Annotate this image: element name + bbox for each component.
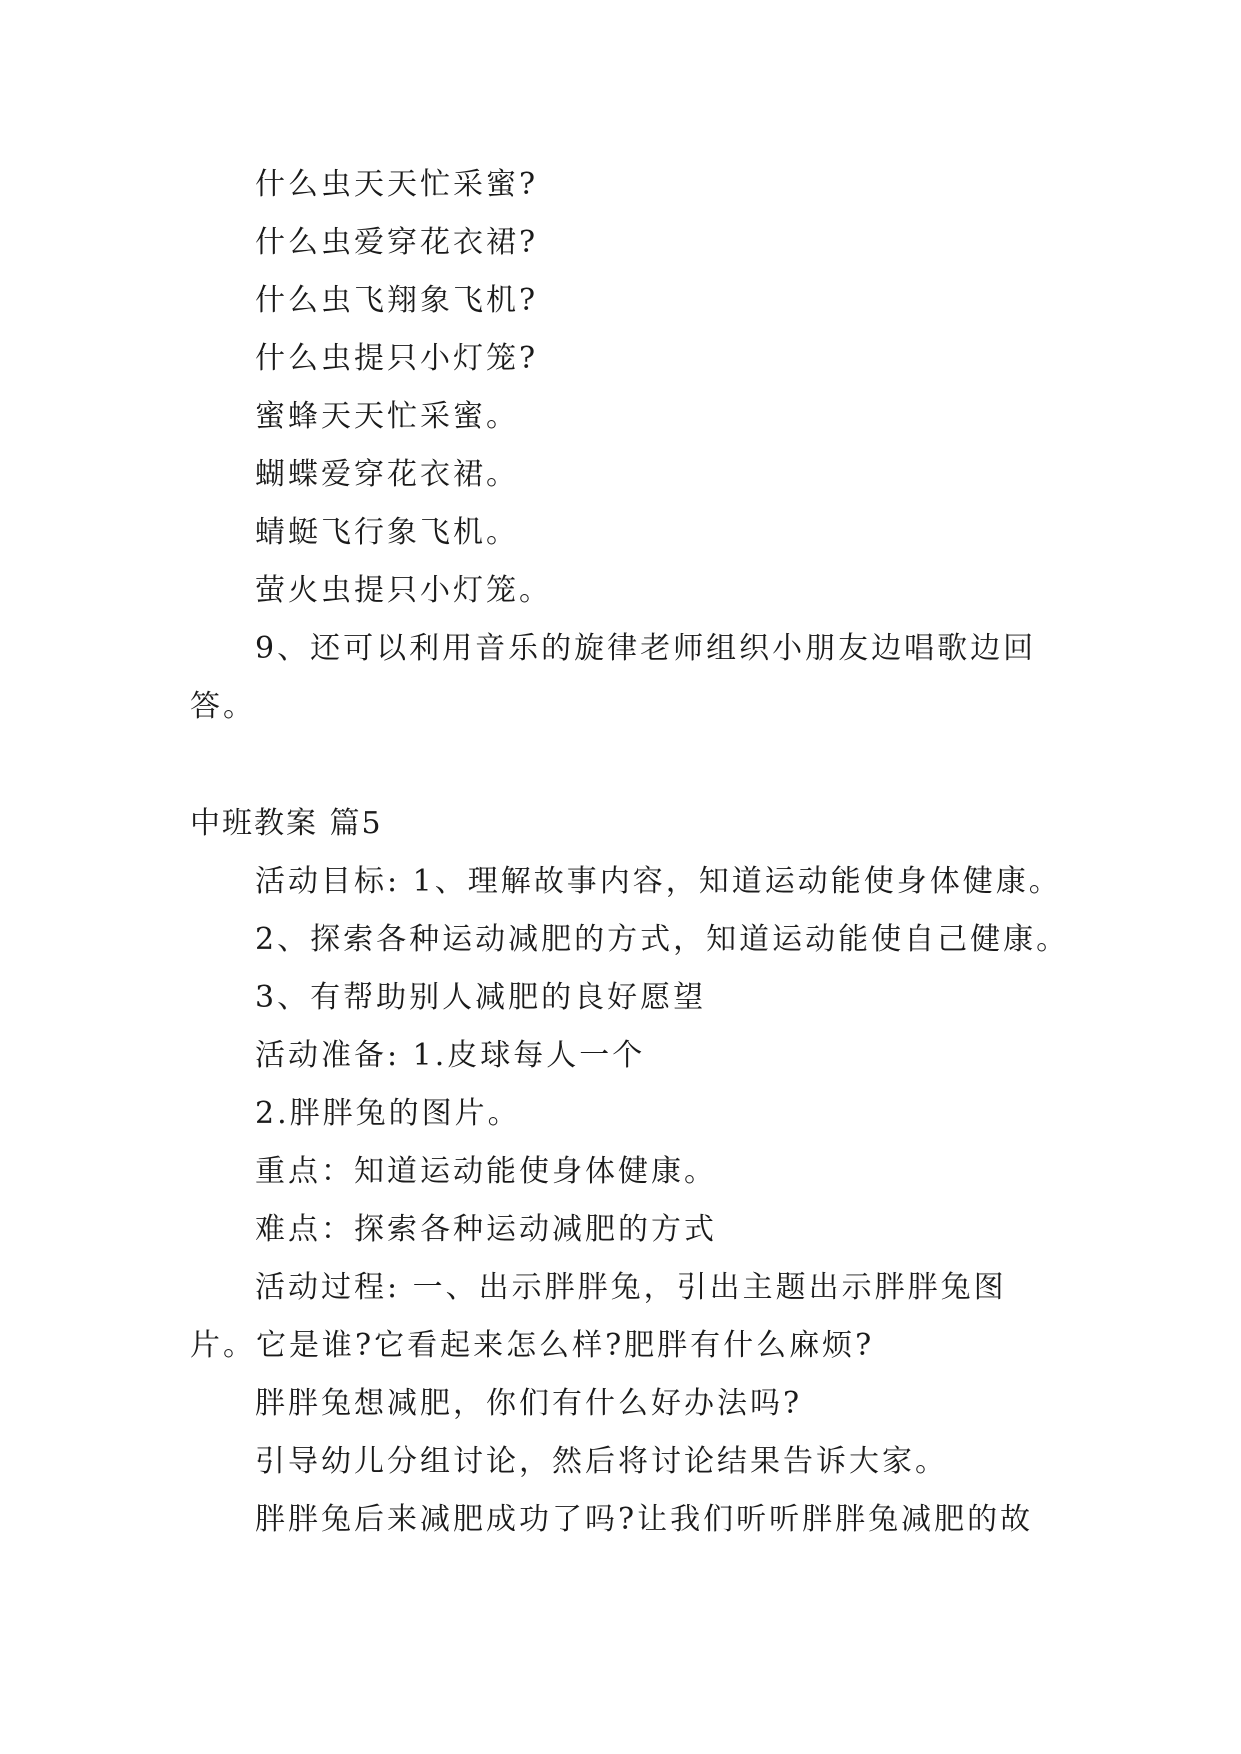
key-point: 重点：知道运动能使身体健康。 <box>255 1154 717 1189</box>
activity-prep-1: 活动准备: 1.皮球每人一个 <box>255 1038 646 1073</box>
riddle-answer-2: 蝴蝶爱穿花衣裙。 <box>255 457 519 492</box>
method-question: 胖胖兔想减肥，你们有什么好办法吗? <box>255 1386 803 1421</box>
activity-prep-2: 2.胖胖兔的图片。 <box>255 1096 521 1131</box>
process-line-2: 片。它是谁?它看起来怎么样?肥胖有什么麻烦? <box>190 1328 875 1363</box>
activity-goal-2: 2、探索各种运动减肥的方式，知道运动能使自己健康。 <box>255 922 1070 957</box>
activity-goal-1: 活动目标: 1、理解故事内容，知道运动能使身体健康。 <box>255 864 1062 899</box>
riddle-question-4: 什么虫提只小灯笼? <box>255 341 539 376</box>
riddle-question-2: 什么虫爱穿花衣裙? <box>255 225 539 260</box>
story-intro: 胖胖兔后来减肥成功了吗?让我们听听胖胖兔减肥的故 <box>255 1502 1034 1537</box>
riddle-question-1: 什么虫天天忙采蜜? <box>255 167 539 202</box>
riddle-answer-4: 萤火虫提只小灯笼。 <box>255 573 552 608</box>
section-heading: 中班教案 篇5 <box>190 806 383 841</box>
process-line-1: 活动过程: 一、出示胖胖兔，引出主题出示胖胖兔图 <box>255 1270 1007 1305</box>
difficult-point: 难点：探索各种运动减肥的方式 <box>255 1212 717 1247</box>
group-discussion-guide: 引导幼儿分组讨论，然后将讨论结果告诉大家。 <box>255 1444 948 1479</box>
riddle-answer-3: 蜻蜓飞行象飞机。 <box>255 515 519 550</box>
step-9-line-1: 9、还可以利用音乐的旋律老师组织小朋友边唱歌边回 <box>255 631 1037 666</box>
riddle-question-3: 什么虫飞翔象飞机? <box>255 283 539 318</box>
riddle-answer-1: 蜜蜂天天忙采蜜。 <box>255 399 519 434</box>
step-9-line-2: 答。 <box>190 689 256 724</box>
activity-goal-3: 3、有帮助别人减肥的良好愿望 <box>255 980 707 1015</box>
